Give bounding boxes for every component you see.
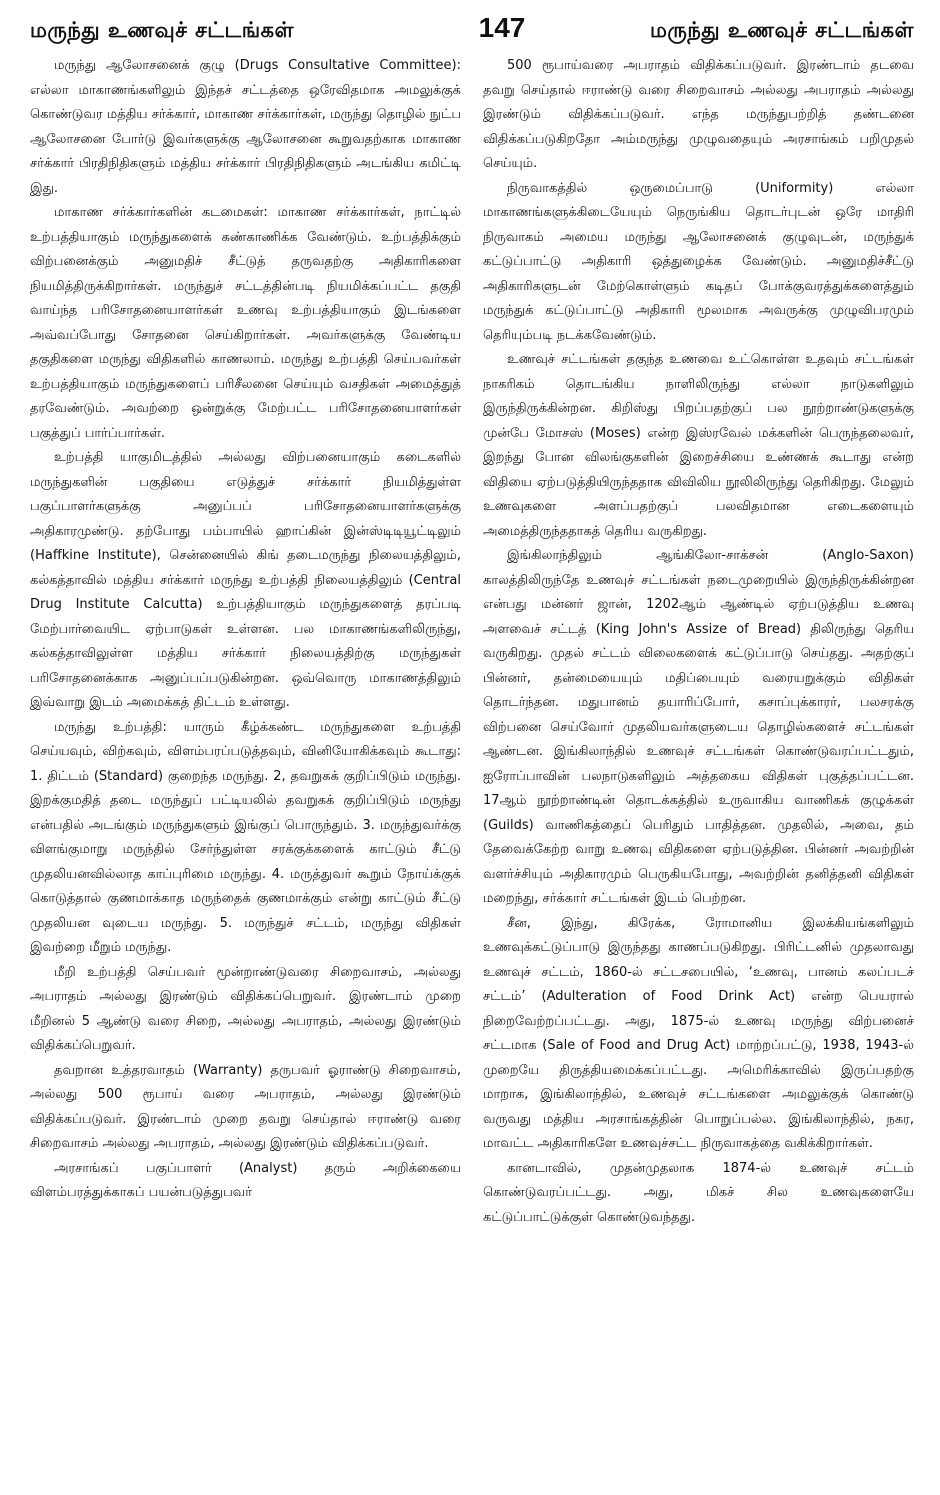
paragraph: கானடாவில், முதன்முதலாக 1874-ல் உணவுச் சட்டம் கொண்டுவரப்பட்டது. அது, மிகச் சில உணவுகளையே கட்டுப்பாட்டுக்குள் கொண்டுவந்தது. bbox=[483, 1160, 914, 1225]
paragraph: மீறி உற்பத்தி செய்பவர் மூன்றாண்டுவரை சிறைவாசம், அல்லது அபராதம் அல்லது இரண்டும் விதிக்கப்பெறுவர். இரண்டாம் முறை மீறினல் 5 ஆண்டு வரை சிறை, அல்லது அபராதம், அல்லது இரண்டும் விதிக்கப்பெறுவர். bbox=[30, 964, 461, 1053]
paragraph: இங்கிலாந்திலும் ஆங்கிலோ-சாக்சன் (Anglo-Saxon) காலத்திலிருந்தே உணவுச் சட்டங்கள் நடைமுறையில் இருந்திருக்கின்றன என்பது மன்னர் ஜான், 1202ஆம் ஆண்டில் ஏற்படுத்திய உணவு அளவைச் சட்டத் (King John's Assize of Bread) திலிருந்து தெரிய வருகிறது. முதல் சட்டம் விலைகளைக் கட்டுப்பாடு செய்தது. அதற்குப் பின்னர், தன்மையையும் மதிப்பையும் வரையறுக்கும் விதிகள் தொடர்ந்தன. மதுபானம் தயாரிப்போர், கசாப்புக்காரர், பலசரக்கு விற்பனை செய்வோர் முதலியவர்களுடைய தொழில்களைச் சட்டங்கள் ஆண்டன. இங்கிலாந்தில் உணவுச் சட்டங்கள் கொண்டுவரப்பட்டதும், ஐரோப்பாவின் பலநாடுகளிலும் அத்தகைய விதிகள் புகுத்தப்பட்டன. 17ஆம் நூற்றாண்டின் தொடக்கத்தில் உருவாகிய வாணிகக் குழுக்கள் (Guilds) வாணிகத்தைப் பெரிதும் பாதித்தன. முதலில், அவை, தம் தேவைக்கேற்ற வாறு உணவு விதிகளை ஏற்படுத்தின. பின்னர் அவற்றின் வளர்ச்சியும் அதிகாரமும் பெருகியபோது, அவற்றின் தனித்தனி விதிகள் மறைந்து, சர்க்கார் சட்டங்கள் இடம் பெற்றன. bbox=[483, 548, 914, 906]
left-column bbox=[30, 54, 461, 1230]
paragraph: உணவுச் சட்டங்கள் தகுந்த உணவை உட்கொள்ள உதவும் சட்டங்கள் நாகரிகம் தொடங்கிய நாளிலிருந்து எல்லா நாடுகளிலும் இருந்திருக்கின்றன. கிறிஸ்து பிறப்பதற்குப் பல நூற்றாண்டுகளுக்கு முன்பே மோசஸ் (Moses) என்ற இஸ்ரவேல் மக்களின் பெருந்தலைவர், இறந்து போன விலங்குகளின் இறைச்சியை உண்ணக் கூடாது என்ற விதியை ஏற்படுத்தியிருந்ததாக விவிலிய நூலிலிருந்து தெரிகிறது. மேலும் உணவுகளை அளப்பதற்குப் பலவிதமான எடைகளையும் அமைத்திருந்ததாகத் தெரிய வருகிறது. bbox=[483, 352, 914, 539]
paragraph: உற்பத்தி யாகுமிடத்தில் அல்லது விற்பனையாகும் கடைகளில் மருந்துகளின் பகுதியை எடுத்துச் சர்க்கார் நியமித்துள்ள பகுப்பாளர்களுக்கு அனுப்பப் பரிசோதனையாளர்களுக்கு அதிகாரமுண்டு. தற்போது பம்பாயில் ஹாப்கின் இன்ஸ்டிடியூட்டிலும் (Haffkine Institute), சென்னையில் கிங் தடைமருந்து நிலையத்திலும், கல்கத்தாவில் மத்திய சர்க்கார் மருந்து உற்பத்தி நிலையத்திலும் (Central Drug Institute Calcutta) உற்பத்தியாகும் மருந்துகளைத் தரப்படி மேற்பார்வையிட ஏற்பாடுகள் உள்ளன. பல மாகாணங்களிலிருந்து, கல்கத்தாவிலுள்ள மத்திய சர்க்கார் நிலையத்திற்கு மருந்துகள் பரிசோதனைக்காக அனுப்பப்படுகின்றன. ஒவ்வொரு மாகாணத்திலும் இவ்வாறு இடம் அமைக்கத் திட்டம் உள்ளது. bbox=[30, 450, 461, 710]
paragraph: நிருவாகத்தில் ஒருமைப்பாடு (Uniformity) எல்லா மாகாணங்களுக்கிடையேயும் நெருங்கிய தொடர்புடன் ஒரே மாதிரி நிருவாகம் அமைய மருந்து ஆலோசனைக் குழுவுடன், மருந்துக் கட்டுப்பாட்டு அதிகாரி ஒத்துழைக்க வேண்டும். அனுமதிச்சீட்டு அதிகாரிகளுடன் மேற்கொள்ளும் கடிதப் போக்குவரத்துக்களைத்தும் மருந்துக் கட்டுப்பாட்டு அதிகாரி மூலமாக அவருக்கு முழுவிபரமும் தெரியும்படி நடக்கவேண்டும். bbox=[483, 180, 914, 343]
paragraph: தவறான உத்தரவாதம் (Warranty) தருபவர் ஓராண்டு சிறைவாசம், அல்லது 500 ரூபாய் வரை அபராதம், அல்லது இரண்டும் விதிக்கப்படுவர். இரண்டாம் முறை தவறு செய்தால் ஈராண்டு வரை சிறைவாசம் அல்லது அபராதம், அல்லது இரண்டும் விதிக்கப்படுவர். bbox=[30, 1062, 461, 1151]
text-columns bbox=[30, 54, 914, 1230]
running-title-right: மருந்து உணவுச் சட்டங்கள் bbox=[650, 18, 914, 42]
running-title-left: மருந்து உணவுச் சட்டங்கள் bbox=[30, 18, 294, 42]
paragraph: சீன, இந்து, கிரேக்க, ரோமானிய இலக்கியங்களிலும் உணவுக்கட்டுப்பாடு இருந்தது காணப்படுகிறது. பிரிட்டனில் முதலாவது உணவுச் சட்டம், 1860-ல் சட்டசபையில், ‘உணவு, பானம் கலப்படச் சட்டம்’ (Adulteration of Food Drink Act) என்ற பெயரால் நிறைவேற்றப்பட்டது. அது, 1875-ல் உணவு மருந்து விற்பனைச் சட்டமாக (Sale of Food and Drug Act) மாற்றப்பட்டு, 1938, 1943-ல் முறையே திருத்தியமைக்கப்பட்டது. அமெரிக்காவில் இருப்பதற்கு மாறாக, இங்கிலாந்தில், உணவுச் சட்டங்களை அமலுக்குக் கொண்டு வருவது மத்திய அரசாங்கத்தின் பொறுப்பல்ல. இங்கிலாந்தில், நகர, மாவட்ட அதிகாரிகளே உணவுச்சட்ட நிருவாகத்தை வகிக்கிறார்கள். bbox=[483, 915, 914, 1151]
page-number: 147 bbox=[478, 12, 526, 43]
paragraph: 500 ரூபாய்வரை அபராதம் விதிக்கப்படுவர். இரண்டாம் தடவை தவறு செய்தால் ஈராண்டு வரை சிறைவாசம் அல்லது அபராதம் அல்லது இரண்டும் விதிக்கப்படுவர். எந்த மருந்துபற்றித் தண்டனை விதிக்கப்படுகிறதோ அம்மருந்து முழுவதையும் அரசாங்கம் பறிமுதல் செய்யும். bbox=[483, 58, 914, 171]
paragraph: மருந்து உற்பத்தி: யாரும் கீழ்க்கண்ட மருந்துகளை உற்பத்தி செய்யவும், விற்கவும், விளம்பரப்படுத்தவும், வினியோகிக்கவும் கூடாது: 1. திட்டம் (Standard) குறைந்த மருந்து. 2, தவறுகக் குறிப்பிடும் மருந்து. இறக்குமதித் தடை மருந்துப் பட்டியலில் தவறுகக் குறிப்பிடும் மருந்து என்பதில் அடங்கும் மருந்துகளும் இங்குப் பொருந்தும். 3. மருந்துவர்க்கு விளங்குமாறு மருந்தில் சேர்ந்துள்ள சரக்குக்களைக் காட்டும் சீட்டு முதலியனவில்லாத காப்புரிமை மருந்து. 4. மருத்துவர் கூறும் நோய்க்குக் கொடுத்தால் குணமாக்காத மருந்தைக் குணமாக்கும் என்று காட்டும் சீட்டு முதலியன வுடைய மருந்து. 5. மருந்துச் சட்டம், மருந்து விதிகள் இவற்றை மீறும் மருந்து. bbox=[30, 719, 461, 955]
right-column bbox=[483, 54, 914, 1230]
paragraph: மருந்து ஆலோசனைக் குழு (Drugs Consultative Committee): எல்லா மாகாணங்களிலும் இந்தச் சட்டத்தை ஒரேவிதமாக அமலுக்குக் கொண்டுவர மத்திய சர்க்கார், மாகாண சர்க்கார்கள், மருந்து தொழில் நுட்ப ஆலோசனை போர்டு இவர்களுக்கு ஆலோசனை கூறுவதற்காக மாகாண சர்க்கார் பிரதிநிதிகளும் மத்திய சர்க்கார் பிரதிநிதிகளும் அடங்கிய கமிட்டி இது. bbox=[30, 58, 461, 196]
page-header bbox=[30, 12, 914, 54]
paragraph: அரசாங்கப் பகுப்பாளர் (Analyst) தரும் அறிக்கையை விளம்பரத்துக்காகப் பயன்படுத்துபவர் bbox=[30, 1160, 461, 1200]
paragraph: மாகாண சர்க்கார்களின் கடமைகள்: மாகாண சர்க்கார்கள், நாட்டில் உற்பத்தியாகும் மருந்துகளைக் கண்காணிக்க வேண்டும். உற்பத்திக்கும் விற்பனைக்கும் அனுமதிச் சீட்டுத் தருவதற்கு அதிகாரிகளை நியமித்திருக்கிறார்கள். மருந்துச் சட்டத்தின்படி நியமிக்கப்பட்ட தகுதி வாய்ந்த பரிசோதனையாளர்கள் உணவு உற்பத்தியாகும் இடங்களை அவ்வப்போது சோதனை செய்கிறார்கள். அவர்களுக்கு வேண்டிய தகுதிகளை மருந்து விதிகளில் காணலாம். மருந்து உற்பத்தி செய்பவர்கள் உற்பத்தியாகும் மருந்துகளைப் பரிசீலனை செய்யும் வசதிகள் அமைத்துத் தரவேண்டும். அவற்றை ஒன்றுக்கு மேற்பட்ட பரிசோதனையாளர்கள் பகுத்துப் பார்ப்பார்கள். bbox=[30, 205, 461, 441]
